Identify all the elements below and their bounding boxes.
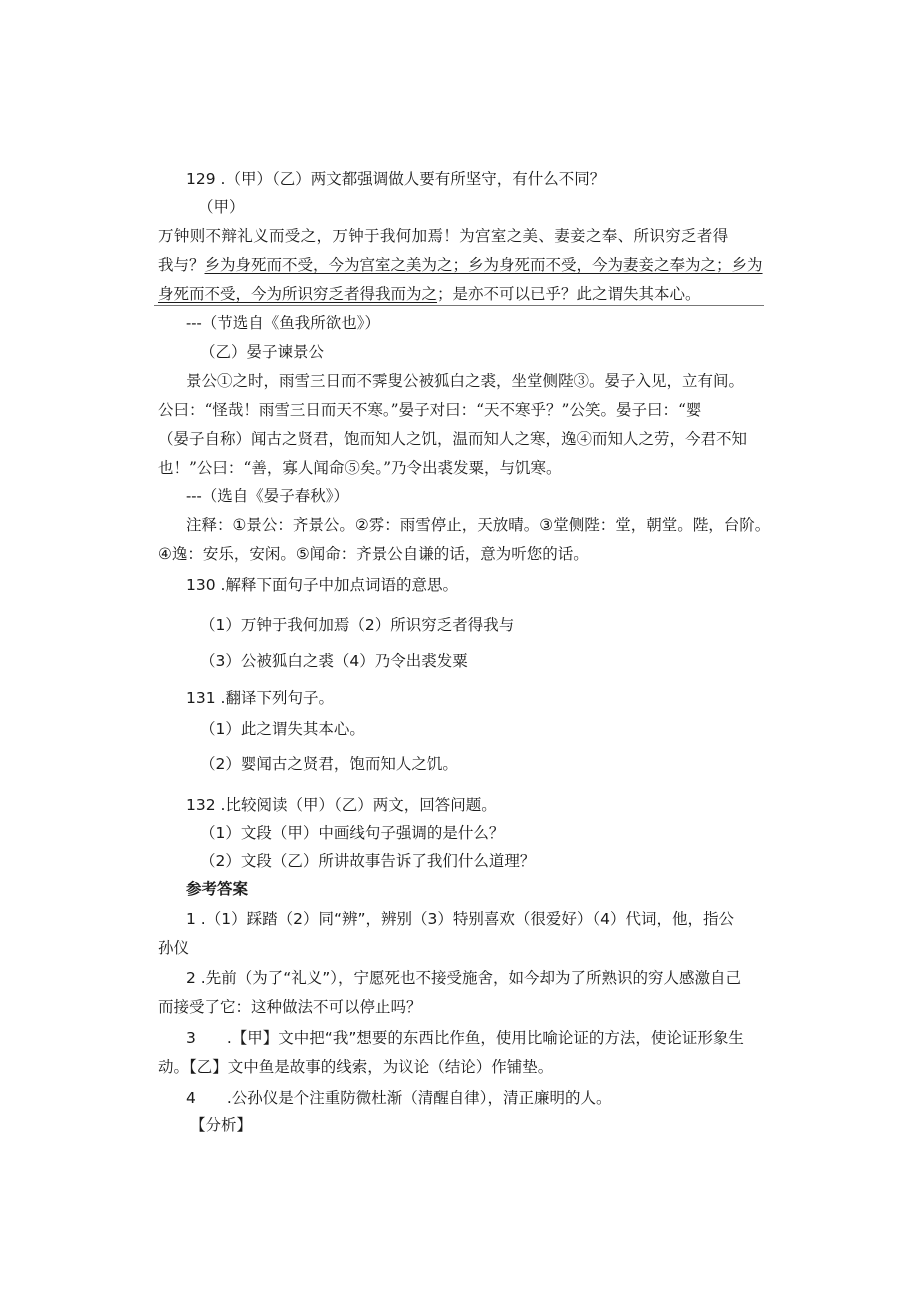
jia-text-line: 万钟则不辩礼义而受之，万钟于我何加焉！为宫室之美、妻妾之奉、所识穷乏者得 xyxy=(158,227,729,245)
jia-label: （甲） xyxy=(198,198,245,216)
q130-prompt: 130 .解释下面句子中加点词语的意思。 xyxy=(186,576,458,594)
q130-item: （1）万钟于我何加焉（2）所识穷乏者得我与 xyxy=(200,616,515,634)
jia-underlined-sentence: 乡为身死而不受，今为宫室之美为之；乡为身死而不受，今为妻妾之奉为之；乡为 xyxy=(204,256,763,274)
jia-source: ---（节选自《鱼我所欲也》） xyxy=(186,314,380,332)
q132-prompt: 132 .比较阅读（甲）（乙）两文，回答问题。 xyxy=(186,796,497,814)
divider-line xyxy=(154,305,764,306)
answer-line: 1 .（1）踩踏（2）同“辨”，辨别（3）特别喜欢（很爱好）（4）代词，他，指公 xyxy=(186,910,734,928)
answer-line: 动。【乙】文中鱼是故事的线索，为议论（结论）作铺垫。 xyxy=(158,1058,554,1076)
q130-item: （3）公被狐白之裘（4）乃令出裘发粟 xyxy=(200,652,468,670)
q132-item: （1）文段（甲）中画线句子强调的是什么？ xyxy=(200,824,505,842)
yi-text-line: 景公①之时，雨雪三日而不霁叟公被狐白之裘，坐堂侧陛③。晏子入见，立有间。 xyxy=(186,372,745,390)
q131-prompt: 131 .翻译下列句子。 xyxy=(186,689,334,707)
yi-text-line: 也！”公曰：“善，寡人闻命⑤矣。”乃令出裘发粟，与饥寒。 xyxy=(158,459,562,477)
analysis-label: 【分析】 xyxy=(190,1116,253,1134)
jia-underlined-sentence: 身死而不受，今为所识穷乏者得我而为之 xyxy=(158,285,438,303)
yi-source: ---（选自《晏子春秋》） xyxy=(186,487,349,505)
q129-prompt: 129 .（甲）（乙）两文都强调做人要有所坚守，有什么不同？ xyxy=(186,170,606,188)
jia-text-line xyxy=(158,254,763,276)
notes-line: 注释：①景公：齐景公。②雰：雨雪停止，天放晴。③堂侧陛：堂，朝堂。陛，台阶。 xyxy=(186,516,771,534)
q131-item: （1）此之谓失其本心。 xyxy=(200,720,365,738)
jia-text-line xyxy=(158,283,701,305)
yi-text-line: （晏子自称）闻古之贤君，饱而知人之饥，温而知人之寒，逸④而知人之劳，今君不知 xyxy=(158,430,748,448)
yi-text-line: 公曰：“怪哉！雨雪三日而天不寒。”晏子对曰：“天不寒乎？”公笑。晏子曰：“婴 xyxy=(158,401,702,419)
q131-item: （2）婴闻古之贤君，饱而知人之饥。 xyxy=(200,755,458,773)
answer-line: 2 .先前（为了“礼义”），宁愿死也不接受施舍，如今却为了所熟识的穷人感激自己 xyxy=(186,969,742,987)
answers-heading: 参考答案 xyxy=(186,880,249,898)
q132-item: （2）文段（乙）所讲故事告诉了我们什么道理？ xyxy=(200,852,536,870)
yi-title: （乙）晏子谏景公 xyxy=(200,343,325,361)
answer-line: 而接受了它：这种做法不可以停止吗？ xyxy=(158,998,422,1016)
answer-line: 孙仪 xyxy=(158,939,190,957)
jia-text-plain: 我与？ xyxy=(158,256,205,274)
jia-text-plain: ；是亦不可以已乎？此之谓失其本心。 xyxy=(437,285,701,303)
notes-line: ④逸：安乐，安闲。⑤闻命：齐景公自谦的话，意为听您的话。 xyxy=(158,545,589,563)
answer-line: 4 .公孙仪是个注重防微杜渐（清醒自律），清正廉明的人。 xyxy=(186,1089,612,1107)
answer-line: 3 .【甲】文中把“我”想要的东西比作鱼，使用比喻论证的方法，使论证形象生 xyxy=(186,1029,744,1047)
